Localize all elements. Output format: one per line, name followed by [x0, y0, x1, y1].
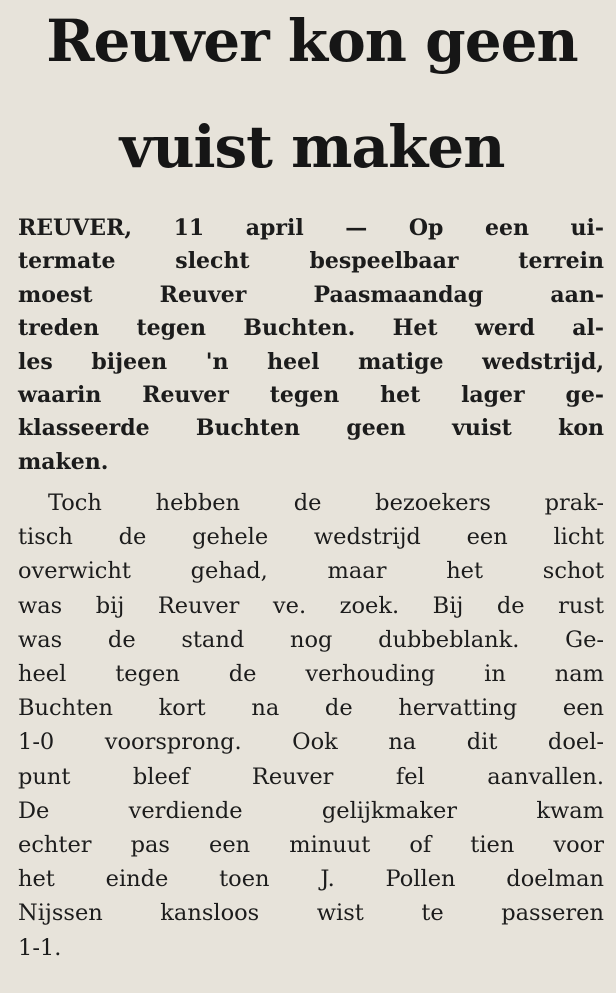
lead-line: les bijeen 'n heel matige wedstrijd,	[18, 348, 604, 375]
body-line: 1-1.	[18, 934, 62, 961]
lead-line: klasseerde Buchten geen vuist kon	[18, 415, 604, 442]
body-line: De verdiende gelijkmaker kwam	[18, 797, 604, 824]
lead-line: treden tegen Buchten. Het werd al-	[18, 315, 604, 342]
lead-line: termate slecht bespeelbaar terrein	[18, 248, 604, 275]
body-line: het einde toen J. Pollen doelman	[18, 866, 604, 893]
body-line: 1-0 voorsprong. Ook na dit doel-	[18, 729, 604, 756]
headline-line-1: Reuver kon geen	[46, 7, 578, 75]
body-line: Buchten kort na de hervatting een	[18, 695, 604, 722]
body-line: echter pas een minuut of tien voor	[18, 832, 604, 859]
headline-line-2: vuist maken	[119, 113, 505, 181]
body-paragraph	[18, 486, 604, 965]
lead-line: moest Reuver Paasmaandag aan-	[18, 281, 604, 308]
body-line: Toch hebben de bezoekers prak-	[48, 490, 604, 516]
lead-paragraph	[18, 212, 604, 479]
body-line: was bij Reuver ve. zoek. Bij de rust	[18, 592, 604, 619]
body-line: punt bleef Reuver fel aanvallen.	[18, 763, 604, 790]
body-line: Nijssen kansloos wist te passeren	[18, 900, 604, 927]
body-line: overwicht gehad, maar het schot	[18, 558, 604, 585]
body-line: was de stand nog dubbeblank. Ge-	[18, 626, 604, 653]
body-line: tisch de gehele wedstrijd een licht	[18, 524, 604, 551]
lead-line: waarin Reuver tegen het lager ge-	[18, 382, 604, 409]
lead-line: REUVER, 11 april — Op een ui-	[18, 215, 604, 241]
lead-line: maken.	[18, 448, 109, 475]
body-line: heel tegen de verhouding in nam	[18, 661, 604, 688]
